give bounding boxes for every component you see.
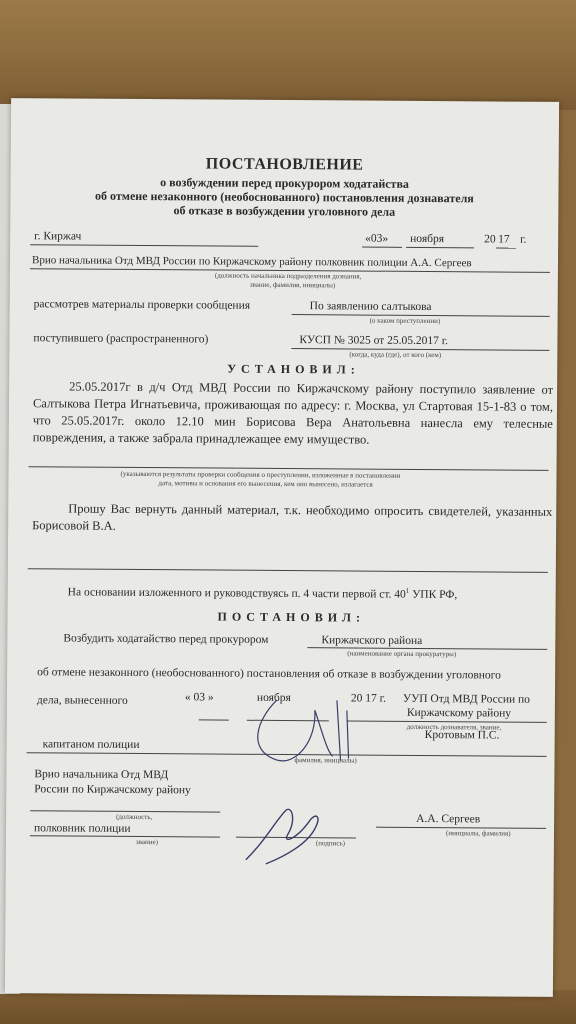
case-month: ноября	[256, 691, 291, 705]
signer-line-2: России по Киржачскому району	[34, 783, 191, 797]
date-year-prefix: 20	[484, 233, 496, 246]
city: г. Киржач	[34, 230, 82, 243]
prosecutor-value: Киржачского района	[321, 634, 423, 647]
document-subtitle-2: об отмене незаконного (необоснованного) постановления дознавателя	[95, 188, 474, 206]
received-value: КУСП № 3025 от 25.05.2017 г.	[299, 334, 449, 348]
reviewed-hint: (о каком преступлении)	[369, 316, 441, 326]
handwritten-signature-chief	[226, 790, 357, 871]
date-year-suffix: г.	[520, 233, 527, 246]
request-text: Прошу Вас вернуть данный материал, т.к. необходимо опросить свидетелей, указанных Борисовой В.А.	[32, 501, 553, 533]
received-hint: (когда, куда (где), от кого (кем)	[349, 350, 442, 360]
document-page	[5, 98, 559, 997]
received-label: поступившего (распространенного)	[33, 332, 209, 346]
date-month: ноября	[410, 232, 445, 246]
date-year: 17	[498, 233, 510, 246]
document-title: ПОСТАНОВЛЕНИЕ	[205, 155, 364, 174]
case-officer-hint: должность дознавателя, звание,	[406, 722, 502, 732]
official-hint-1: (должность начальника подразделения дознания,	[214, 271, 362, 281]
reviewed-value: По заявлению салтыкова	[309, 300, 432, 314]
cancel-text: об отмене незаконного (необоснованного) постановления об отказе в возбуждении уголовного	[37, 666, 501, 682]
officer-name: Кротовым П.С.	[424, 729, 500, 742]
reviewed-label: рассмотрев материалы проверки сообщения	[33, 298, 251, 312]
case-officer-2: Киржачскому району	[406, 706, 512, 720]
established-heading: УСТАНОВИЛ:	[227, 361, 360, 377]
signer-rank-hint: звание)	[135, 837, 158, 847]
wooden-table-top	[0, 0, 576, 110]
signer-rank: полковник полиции	[33, 822, 131, 835]
signer-name: А.А. Сергеев	[416, 812, 481, 826]
body-hint-2: дата, мотивы и основания его вынесения, кем оно вынесено, излагается	[158, 479, 373, 489]
rank-hint: фамилия, инициалы)	[294, 756, 357, 765]
official-line: Врио начальника Отд МВД России по Киржачскому району полковник полиции А.А. Сергеев	[31, 254, 472, 270]
handwritten-signature-officer	[236, 680, 377, 771]
rank: капитаном полиции	[42, 738, 140, 752]
case-year: 20 17 г.	[350, 692, 387, 705]
official-hint-2: звание, фамилия, инициалы)	[249, 280, 336, 290]
resolved-heading: ПОСТАНОВИЛ:	[217, 609, 366, 625]
prosecutor-hint: (наименование органа прокуратуры)	[347, 649, 457, 659]
signature-hint: (подпись)	[315, 839, 346, 848]
body-hint-1: (указываются результаты проверки сообщения о преступлении, изложенные в постановлении	[120, 469, 401, 480]
body-text: 25.05.2017г в д/ч Отд МВД России по Киржачскому району поступило заявление от Салтыкова Петра Игнатьевича, проживающая по адресу: г. Москва, ул Стартовая 15-1-83 о том, что 25.05.2017г. около 12.10 мин Борисова Вера Анатольевна нанесла ему телесные повреждения, а также забрала принадлежащее ему имущество.	[32, 379, 554, 447]
basis-text: На основании изложенного и руководствуясь п. 4 части первой ст. $40^1$ УПК РФ,	[67, 586, 458, 602]
signer-line-1: Врио начальника Отд МВД	[34, 768, 169, 782]
signer-name-hint: (инициалы, фамилия)	[445, 829, 511, 838]
signer-pos-hint: (должность,	[116, 812, 153, 822]
document-subtitle-1: о возбуждении перед прокурором ходатайства	[160, 175, 410, 191]
date-day: «03»	[365, 232, 389, 245]
document-subtitle-3: об отказе в возбуждении уголовного дела	[173, 203, 396, 219]
initiate-label: Возбудить ходатайство перед прокурором	[63, 632, 269, 646]
case-day: « 03 »	[184, 691, 214, 704]
case-officer-1: УУП Отд МВД России по	[402, 692, 530, 706]
basis-sup: 1	[405, 586, 410, 595]
case-label: дела, вынесенного	[36, 694, 128, 707]
